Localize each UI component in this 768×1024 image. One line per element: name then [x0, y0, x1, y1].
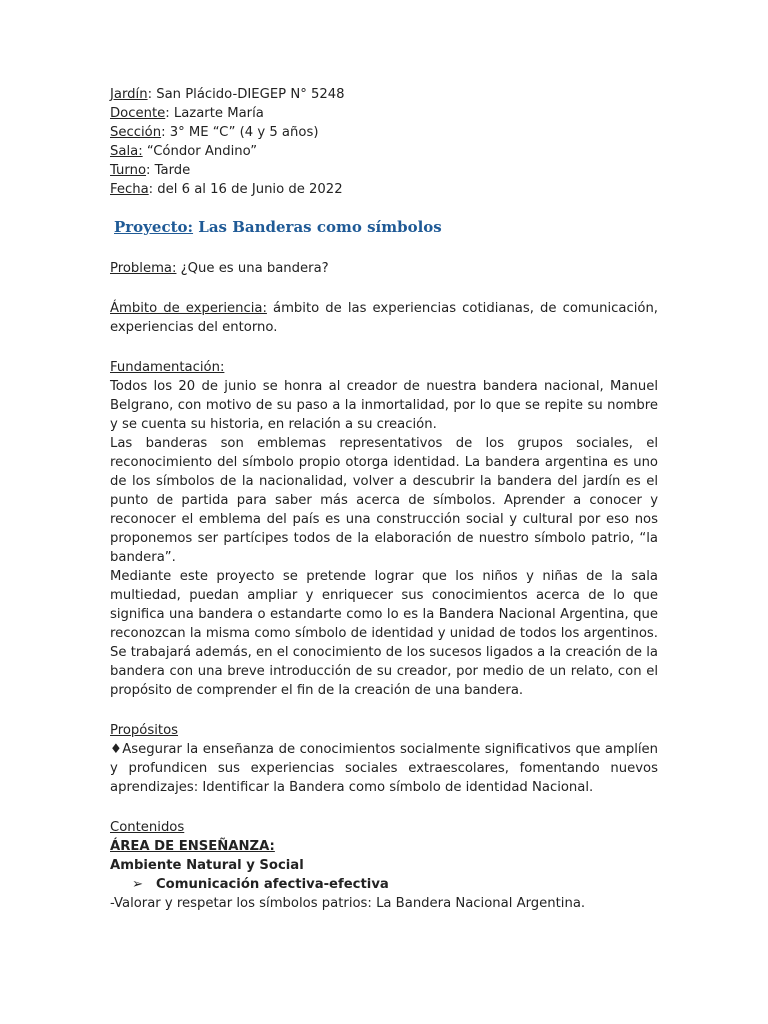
bullet-item-text: Comunicación afectiva-efectiva — [156, 877, 389, 892]
fundamentacion-section — [110, 358, 658, 700]
sala-label: Sala: — [110, 144, 143, 159]
docente-label: Docente — [110, 106, 166, 121]
turno-label: Turno — [110, 163, 147, 178]
problema-label: Problema: — [110, 261, 177, 276]
jardin-line — [110, 85, 658, 104]
turno-value: : Tarde — [146, 163, 191, 178]
ambito-section — [110, 299, 658, 337]
contenidos-section — [110, 818, 658, 913]
fecha-value: : del 6 al 16 de Junio de 2022 — [148, 182, 343, 197]
propositos-label: Propósitos — [110, 723, 179, 738]
fecha-line — [110, 180, 658, 199]
document-content — [110, 85, 658, 913]
docente-value: : Lazarte María — [165, 106, 264, 121]
seccion-label: Sección — [110, 125, 162, 140]
jardin-value: : San Plácido-DIEGEP N° 5248 — [147, 87, 345, 102]
turno-line — [110, 161, 658, 180]
seccion-line — [110, 123, 658, 142]
docente-line — [110, 104, 658, 123]
propositos-text: ♦Asegurar la enseñanza de conocimientos socialmente significativos que amplíen y profundicen sus experiencias sociales extraescolares, fomentando nuevos aprendizajes: Identificar la Bandera como símbolo de identidad Nacional. — [110, 742, 658, 795]
sala-line — [110, 142, 658, 161]
problema-text: ¿Que es una bandera? — [176, 261, 329, 276]
arrow-bullet-icon: ➢ — [132, 877, 144, 892]
contenidos-label: Contenidos — [110, 820, 185, 835]
fecha-label: Fecha — [110, 182, 149, 197]
ambiente-heading: Ambiente Natural y Social — [110, 858, 304, 873]
ambito-label: Ámbito de experiencia: — [110, 301, 267, 316]
project-title — [114, 218, 658, 237]
project-label: Proyecto: — [114, 218, 194, 236]
fundamentacion-label: Fundamentación: — [110, 360, 225, 375]
jardin-label: Jardín — [110, 87, 148, 102]
contenido-item: -Valorar y respetar los símbolos patrios: La Bandera Nacional Argentina. — [110, 896, 586, 911]
header-block — [110, 85, 658, 199]
project-name: Las Banderas como símbolos — [193, 218, 442, 236]
fundamentacion-paragraph-2: Las banderas son emblemas representativos de los grupos sociales, el reconocimiento del símbolo propio otorga identidad. La bandera argentina es uno de los símbolos de la nacionalidad, volver a descubrir la bandera del jardín es el punto de partida para saber más acerca de símbolos. Aprender a conocer y reconocer el emblema del país es una construcción social y cultural por eso nos proponemos ser partícipes todos de la elaboración de nuestro símbolo patrio, “la bandera”. — [110, 436, 658, 565]
area-ensenanza-heading: ÁREA DE ENSEÑANZA: — [110, 839, 275, 854]
sala-value: “Cóndor Andino” — [142, 144, 258, 159]
fundamentacion-paragraph-3: Mediante este proyecto se pretende lograr que los niños y niñas de la sala multiedad, puedan ampliar y enriquecer sus conocimientos acerca de lo que significa una bandera o estandarte como lo es la Bandera Nacional Argentina, que reconozcan la misma como símbolo de identidad y unidad de todos los argentinos. Se trabajará además, en el conocimiento de los sucesos ligados a la creación de la bandera con una breve introducción de su creador, por medio de un relato, con el propósito de comprender el fin de la creación de una bandera. — [110, 569, 658, 698]
bullet-item — [132, 875, 658, 894]
fundamentacion-paragraph-1: Todos los 20 de junio se honra al creador de nuestra bandera nacional, Manuel Belgrano, con motivo de su paso a la inmortalidad, por lo que se repite su nombre y se cuenta su historia, en relación a su creación. — [110, 379, 658, 432]
problema-section — [110, 259, 658, 278]
seccion-value: : 3° ME “C” (4 y 5 años) — [161, 125, 319, 140]
propositos-section — [110, 721, 658, 797]
ambito-text: ámbito de las experiencias cotidianas, de comunicación, experiencias del entorno. — [110, 301, 658, 335]
